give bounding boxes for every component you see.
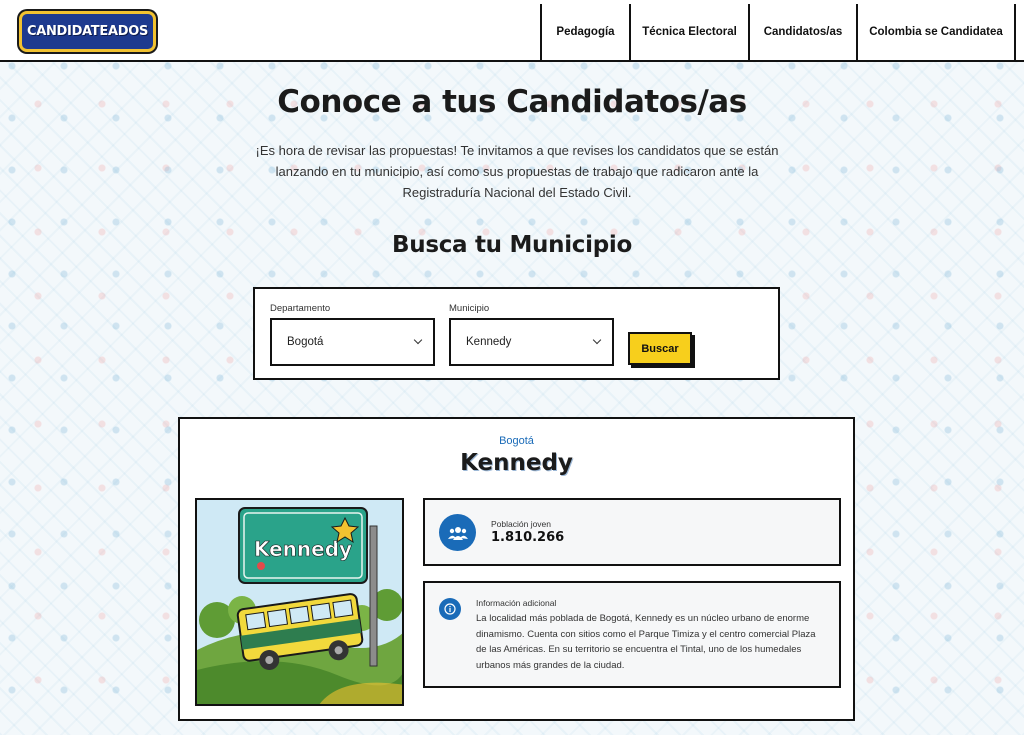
search-section-title: Busca tu Municipio (392, 232, 632, 258)
site-logo[interactable] (19, 11, 156, 52)
info-adicional-text: La localidad más poblada de Bogotá, Kennedy es un núcleo urbano de enorme dinamismo. Cuenta con sitios como el Parque Timiza y el centro comercial Plaza de las Américas. En su territorio se encuentra el Tintal, uno de los humedales urbanos más grandes de la ciudad. (476, 613, 816, 671)
info-icon (439, 598, 461, 620)
departamento-selected-value: Bogotá (287, 336, 324, 348)
chevron-down-icon (593, 336, 601, 344)
site-header (0, 0, 1024, 62)
nav-colombia-se-candidatea[interactable]: Colombia se Candidatea (856, 4, 1016, 60)
departamento-label: Departamento (270, 303, 331, 314)
info-adicional-label: Información adicional (476, 598, 557, 608)
poblacion-joven-panel (423, 498, 841, 566)
municipio-label: Municipio (449, 303, 490, 314)
municipality-illustration (195, 498, 404, 706)
search-form (253, 287, 780, 380)
page-title: Conoce a tus Candidatos/as (277, 84, 747, 120)
page-description: ¡Es hora de revisar las propuestas! Te invitamos a que revises los candidatos que se están lanzando en tu municipio, así como sus propuestas de trabajo que radicaron ante la Registraduría Nacional del Estado Civil. (255, 143, 779, 200)
main-nav (540, 4, 1016, 60)
departamento-select[interactable] (270, 318, 435, 366)
poblacion-label: Población joven (491, 519, 552, 529)
nav-tecnica-electoral[interactable]: Técnica Electoral (629, 4, 748, 60)
informacion-adicional-panel (423, 581, 841, 688)
nav-candidatos[interactable]: Candidatos/as (748, 4, 856, 60)
municipio-selected-value: Kennedy (466, 336, 512, 348)
kennedy-sign-bus-illustration (197, 500, 404, 706)
chevron-down-icon (414, 336, 422, 344)
nav-pedagogia[interactable]: Pedagogía (540, 4, 629, 60)
poblacion-value: 1.810.266 (491, 530, 565, 545)
users-icon (439, 514, 476, 551)
search-button[interactable]: Buscar (628, 332, 692, 365)
municipio-select[interactable] (449, 318, 614, 366)
sign-text: Kennedy (253, 537, 353, 561)
card-departamento: Bogotá (499, 435, 534, 447)
card-municipio-title: Kennedy (460, 450, 573, 476)
municipality-card (178, 417, 855, 721)
logo-text: CANDIDATEADOS (26, 24, 149, 39)
